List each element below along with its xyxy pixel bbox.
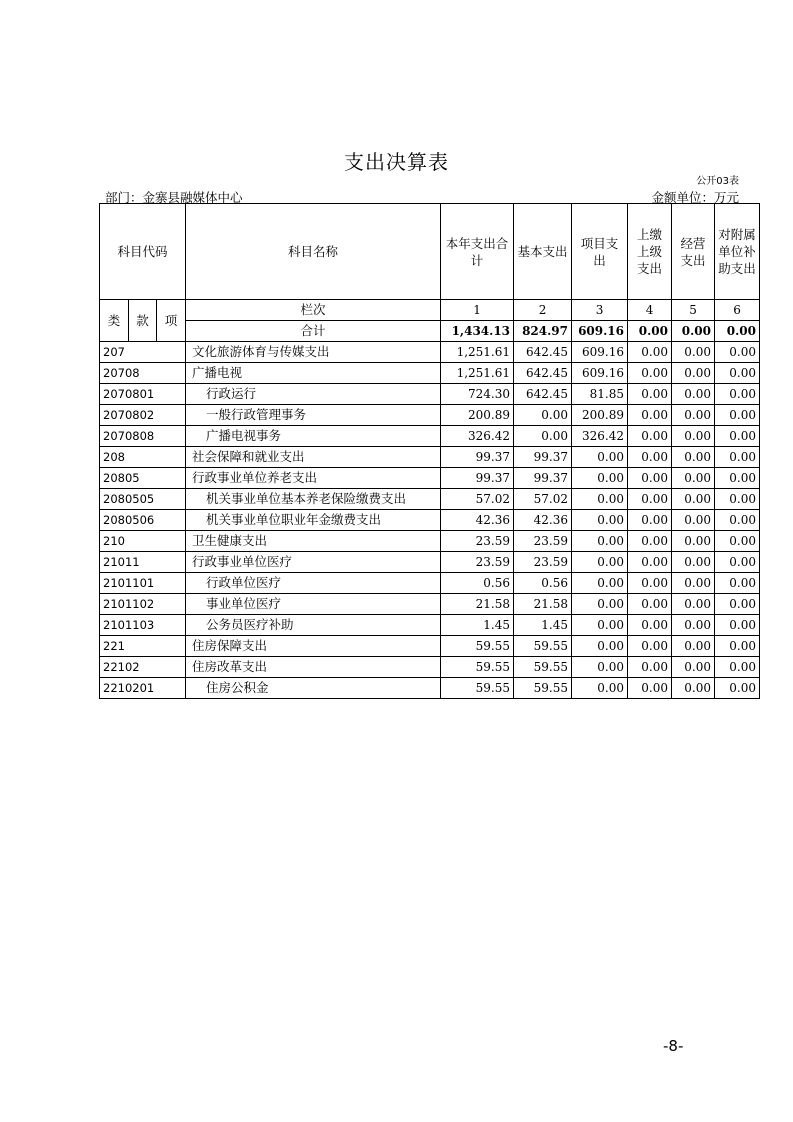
header-col5: 经营支出: [672, 204, 715, 300]
header-col2: 基本支出: [514, 204, 572, 300]
amount-cell: 0.00: [628, 405, 672, 426]
amount-cell: 0.56: [514, 573, 572, 594]
amount-cell: 0.00: [514, 426, 572, 447]
column-number-row: [100, 300, 760, 321]
total-value: 609.16: [572, 321, 628, 342]
table-row: [100, 342, 760, 363]
column-number: 2: [514, 300, 572, 321]
table-row: [100, 615, 760, 636]
subject-name: 行政事业单位医疗: [186, 552, 441, 573]
amount-cell: 59.55: [441, 636, 514, 657]
amount-cell: 0.00: [715, 510, 760, 531]
amount-cell: 200.89: [441, 405, 514, 426]
header-col1: 本年支出合计: [441, 204, 514, 300]
subject-name: 一般行政管理事务: [186, 405, 441, 426]
total-row: [100, 321, 760, 342]
amount-cell: 0.00: [628, 363, 672, 384]
amount-cell: 0.00: [715, 384, 760, 405]
amount-cell: 0.00: [672, 384, 715, 405]
amount-cell: 0.00: [572, 678, 628, 699]
table-row: [100, 363, 760, 384]
amount-cell: 0.00: [628, 447, 672, 468]
amount-cell: 0.00: [628, 510, 672, 531]
table-row: [100, 426, 760, 447]
amount-cell: 0.00: [628, 489, 672, 510]
header-code: 科目代码: [100, 204, 186, 300]
subject-name: 公务员医疗补助: [186, 615, 441, 636]
amount-cell: 81.85: [572, 384, 628, 405]
amount-cell: 0.00: [672, 426, 715, 447]
subject-name: 事业单位医疗: [186, 594, 441, 615]
subject-name: 卫生健康支出: [186, 531, 441, 552]
amount-cell: 0.00: [715, 363, 760, 384]
amount-cell: 0.00: [572, 615, 628, 636]
amount-cell: 1.45: [441, 615, 514, 636]
amount-cell: 0.00: [628, 594, 672, 615]
table-row: [100, 531, 760, 552]
amount-cell: 57.02: [441, 489, 514, 510]
table-row: [100, 447, 760, 468]
subject-code: 2101102: [100, 594, 186, 615]
column-number: 3: [572, 300, 628, 321]
unit-label: 金额单位：万元: [651, 190, 739, 205]
subject-name: 行政事业单位养老支出: [186, 468, 441, 489]
amount-cell: 21.58: [441, 594, 514, 615]
amount-cell: 0.00: [672, 405, 715, 426]
header-col6: 对附属单位补助支出: [715, 204, 760, 300]
column-number: 1: [441, 300, 514, 321]
form-number: 公开03表: [696, 176, 739, 187]
amount-cell: 0.00: [715, 678, 760, 699]
amount-cell: 0.00: [572, 531, 628, 552]
subject-name: 行政运行: [186, 384, 441, 405]
subject-code: 2101101: [100, 573, 186, 594]
subject-name: 社会保障和就业支出: [186, 447, 441, 468]
amount-cell: 0.00: [672, 573, 715, 594]
amount-cell: 0.00: [628, 552, 672, 573]
amount-cell: 0.00: [672, 468, 715, 489]
amount-cell: 0.00: [572, 468, 628, 489]
header-lanci: 栏次: [186, 300, 441, 321]
amount-cell: 23.59: [441, 531, 514, 552]
amount-cell: 99.37: [514, 447, 572, 468]
subject-code: 208: [100, 447, 186, 468]
amount-cell: 0.00: [672, 552, 715, 573]
amount-cell: 0.00: [715, 426, 760, 447]
subject-code: 221: [100, 636, 186, 657]
amount-cell: 0.00: [628, 657, 672, 678]
amount-cell: 0.00: [628, 468, 672, 489]
subject-code: 2101103: [100, 615, 186, 636]
amount-cell: 609.16: [572, 363, 628, 384]
header-kuan: 款: [129, 300, 157, 342]
subject-code: 210: [100, 531, 186, 552]
header-col3: 项目支出: [572, 204, 628, 300]
header-col4: 上缴上级支出: [628, 204, 672, 300]
expenditure-table: [99, 203, 760, 699]
amount-cell: 21.58: [514, 594, 572, 615]
subject-code: 22102: [100, 657, 186, 678]
amount-cell: 0.00: [572, 552, 628, 573]
amount-cell: 1.45: [514, 615, 572, 636]
subject-code: 2080505: [100, 489, 186, 510]
amount-cell: 0.00: [628, 426, 672, 447]
amount-cell: 0.00: [672, 594, 715, 615]
table-row: [100, 384, 760, 405]
amount-cell: 0.00: [514, 405, 572, 426]
amount-cell: 59.55: [514, 636, 572, 657]
subject-name: 广播电视: [186, 363, 441, 384]
amount-cell: 0.00: [715, 468, 760, 489]
amount-cell: 0.00: [628, 384, 672, 405]
table-row: [100, 678, 760, 699]
amount-cell: 326.42: [572, 426, 628, 447]
table-row: [100, 552, 760, 573]
subject-code: 20805: [100, 468, 186, 489]
amount-cell: 0.00: [628, 342, 672, 363]
amount-cell: 0.00: [628, 636, 672, 657]
amount-cell: 0.00: [672, 447, 715, 468]
amount-cell: 42.36: [441, 510, 514, 531]
amount-cell: 642.45: [514, 363, 572, 384]
amount-cell: 0.00: [672, 363, 715, 384]
table-row: [100, 468, 760, 489]
department-label: 部门：金寨县融媒体中心: [105, 190, 243, 205]
amount-cell: 0.00: [572, 636, 628, 657]
amount-cell: 57.02: [514, 489, 572, 510]
column-number: 4: [628, 300, 672, 321]
amount-cell: 0.00: [715, 615, 760, 636]
subject-name: 住房保障支出: [186, 636, 441, 657]
total-value: 0.00: [628, 321, 672, 342]
subject-code: 207: [100, 342, 186, 363]
amount-cell: 0.00: [715, 531, 760, 552]
total-value: 0.00: [715, 321, 760, 342]
header-name: 科目名称: [186, 204, 441, 300]
amount-cell: 0.00: [672, 615, 715, 636]
amount-cell: 0.00: [672, 531, 715, 552]
page-title: 支出决算表: [344, 150, 449, 174]
amount-cell: 0.00: [672, 657, 715, 678]
amount-cell: 23.59: [441, 552, 514, 573]
table-row: [100, 510, 760, 531]
amount-cell: 642.45: [514, 384, 572, 405]
subject-name: 广播电视事务: [186, 426, 441, 447]
subject-code: 20708: [100, 363, 186, 384]
amount-cell: 0.56: [441, 573, 514, 594]
amount-cell: 326.42: [441, 426, 514, 447]
amount-cell: 0.00: [715, 342, 760, 363]
amount-cell: 200.89: [572, 405, 628, 426]
amount-cell: 99.37: [514, 468, 572, 489]
amount-cell: 23.59: [514, 552, 572, 573]
table-row: [100, 594, 760, 615]
amount-cell: 23.59: [514, 531, 572, 552]
subject-code: 21011: [100, 552, 186, 573]
amount-cell: 0.00: [572, 657, 628, 678]
amount-cell: 0.00: [672, 342, 715, 363]
amount-cell: 724.30: [441, 384, 514, 405]
amount-cell: 42.36: [514, 510, 572, 531]
amount-cell: 0.00: [572, 594, 628, 615]
amount-cell: 59.55: [441, 657, 514, 678]
amount-cell: 0.00: [572, 447, 628, 468]
header-lei: 类: [100, 300, 129, 342]
table-row: [100, 405, 760, 426]
total-value: 1,434.13: [441, 321, 514, 342]
amount-cell: 1,251.61: [441, 363, 514, 384]
subject-name: 行政单位医疗: [186, 573, 441, 594]
subject-code: 2070802: [100, 405, 186, 426]
amount-cell: 0.00: [628, 678, 672, 699]
amount-cell: 0.00: [628, 531, 672, 552]
amount-cell: 0.00: [628, 615, 672, 636]
subject-code: 2070808: [100, 426, 186, 447]
subject-code: 2070801: [100, 384, 186, 405]
amount-cell: 0.00: [672, 489, 715, 510]
header-row: [100, 204, 760, 300]
amount-cell: 609.16: [572, 342, 628, 363]
total-label: 合计: [186, 321, 441, 342]
subject-name: 机关事业单位职业年金缴费支出: [186, 510, 441, 531]
table-row: [100, 657, 760, 678]
amount-cell: 0.00: [672, 678, 715, 699]
subject-code: 2080506: [100, 510, 186, 531]
amount-cell: 99.37: [441, 447, 514, 468]
amount-cell: 0.00: [715, 657, 760, 678]
amount-cell: 0.00: [572, 573, 628, 594]
amount-cell: 0.00: [715, 573, 760, 594]
amount-cell: 642.45: [514, 342, 572, 363]
subject-name: 住房改革支出: [186, 657, 441, 678]
amount-cell: 59.55: [514, 657, 572, 678]
amount-cell: 0.00: [672, 510, 715, 531]
amount-cell: 0.00: [715, 447, 760, 468]
subject-code: 2210201: [100, 678, 186, 699]
table-row: [100, 489, 760, 510]
column-number: 6: [715, 300, 760, 321]
amount-cell: 0.00: [715, 405, 760, 426]
table-row: [100, 573, 760, 594]
subject-name: 机关事业单位基本养老保险缴费支出: [186, 489, 441, 510]
amount-cell: 0.00: [628, 573, 672, 594]
amount-cell: 59.55: [441, 678, 514, 699]
amount-cell: 1,251.61: [441, 342, 514, 363]
amount-cell: 0.00: [572, 510, 628, 531]
amount-cell: 0.00: [572, 489, 628, 510]
amount-cell: 0.00: [715, 489, 760, 510]
amount-cell: 0.00: [715, 552, 760, 573]
amount-cell: 59.55: [514, 678, 572, 699]
header-xiang: 项: [157, 300, 186, 342]
total-value: 824.97: [514, 321, 572, 342]
table-row: [100, 636, 760, 657]
subject-name: 住房公积金: [186, 678, 441, 699]
amount-cell: 0.00: [715, 636, 760, 657]
amount-cell: 99.37: [441, 468, 514, 489]
amount-cell: 0.00: [715, 594, 760, 615]
page-number: -8-: [663, 1037, 684, 1055]
column-number: 5: [672, 300, 715, 321]
amount-cell: 0.00: [672, 636, 715, 657]
subject-name: 文化旅游体育与传媒支出: [186, 342, 441, 363]
total-value: 0.00: [672, 321, 715, 342]
